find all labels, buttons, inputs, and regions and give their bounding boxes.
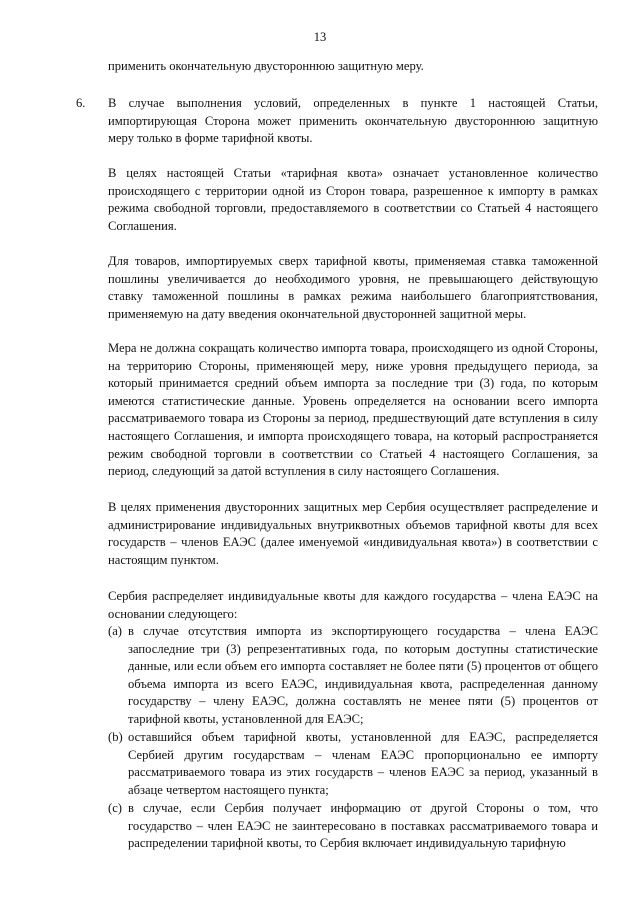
list-item-text: в случае отсутствия импорта из экспортирующего государства – члена ЕАЭС запоследние три (3) репрезентативных года, по которым доступны статистические данные, или если объем его импорта составляет не более пяти (5) процентов от общего объема импорта из всего ЕАЭС, индивидуальная квота, распределенная данному государству – члену ЕАЭС, должна составлять не менее пяти (5) процентов от тарифной квоты, установленной для ЕАЭС; (128, 624, 598, 726)
paragraph-continuation: применить окончательную двустороннюю защитную меру. (108, 59, 424, 73)
list-item-marker: (b) (108, 730, 123, 744)
paragraph-import-level: Мера не должна сокращать количество импорта товара, происходящего из одной Стороны, на территорию Стороны, применяющей меру, ниже уровня предыдущего периода, за который принимается средний объем импорта за последние три (3) года, по которым имеются статистические данные. Уровень определяется на основании всего импорта рассматриваемого товара из Стороны за период, предшествующий дате вступления в силу настоящего Соглашения, и импорта происходящего товара, на который распространяется режим свободной торговли в соответствии со Статьей 4 настоящего Соглашения, за период, следующий за датой вступления в силу настоящего Соглашения. (108, 341, 598, 479)
list-item-marker: (c) (108, 801, 122, 815)
paragraph-serbia-administration: В целях применения двусторонних защитных мер Сербия осуществляет распределение и администрирование индивидуальных внутриквотных объемов тарифной квоты для всех государств – членов ЕАЭС (далее именуемой «индивидуальная квота») в соответствии с настоящим пунктом. (108, 500, 598, 567)
list-item-marker: (a) (108, 624, 122, 638)
page-number: 13 (313, 30, 327, 44)
paragraph-serbia-distribution: Сербия распределяет индивидуальные квоты для каждого государства – члена ЕАЭС на основании следующего: (108, 589, 598, 621)
paragraph-clause-6: В случае выполнения условий, определенных в пункте 1 настоящей Статьи, импортирующая Сторона может применить окончательную двустороннюю защитную меру только в форме тарифной квоты. (108, 96, 598, 146)
list-item-text: в случае, если Сербия получает информацию от другой Стороны о том, что государство – член ЕАЭС не заинтересовано в поставках рассматриваемого товара и распределении тарифной квоты, то Сербия включает индивидуальную тарифную (128, 801, 598, 851)
paragraph-tariff-quota-definition: В целях настоящей Статьи «тарифная квота» означает установленное количество происходящего с территории одной из Сторон товара, разрешенное к импорту в рамках режима свободной торговли, предоставляемого в соответствии со Статьей 4 настоящего Соглашения. (108, 166, 598, 233)
list-item-text: оставшийся объем тарифной квоты, установленной для ЕАЭС, распределяется Сербией другим государствам – членам ЕАЭС пропорционально ее импорту рассматриваемого товара из этих государств – членов ЕАЭС за период, указанный в абзаце четвертом настоящего пункта; (128, 730, 598, 797)
clause-number: 6. (76, 96, 86, 110)
paragraph-over-quota-duty: Для товаров, импортируемых сверх тарифной квоты, применяемая ставка таможенной пошлины увеличивается до необходимого уровня, не превышающего действующую ставку таможенной пошлины в рамках режима наибольшего благоприятствования, применяемую на дату введения окончательной двусторонней защитной меры. (108, 254, 598, 321)
